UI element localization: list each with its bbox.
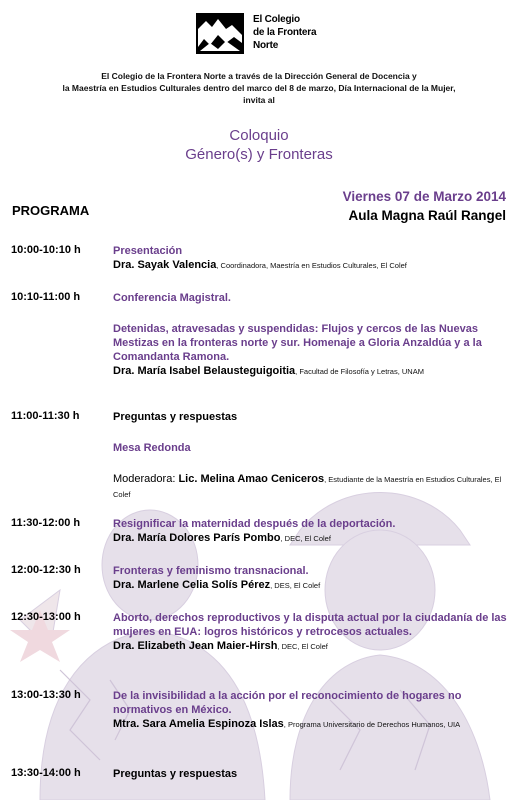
speaker-affiliation: , Facultad de Filosofía y Letras, UNAM (295, 367, 424, 376)
speaker-affiliation: , DES, El Colef (270, 581, 321, 590)
speaker-name: Dra. María Isabel Belausteguigoitia (113, 365, 296, 377)
event-date: Viernes 07 de Marzo 2014 (342, 189, 506, 204)
entry-title: Resignificar la maternidad después de la deportación. (113, 518, 396, 530)
program-entry (113, 564, 509, 593)
speaker-name: Dra. Sayak Valencia (113, 259, 217, 271)
speaker-affiliation: , DEC, El Colef (280, 534, 331, 543)
time-slot: 10:00-10:10 h (11, 244, 81, 256)
time-slot: 12:30-13:00 h (11, 611, 81, 623)
event-title (0, 126, 518, 164)
time-slot: 11:30-12:00 h (11, 517, 81, 529)
moderator-name: Lic. Melina Amao Ceniceros (178, 473, 325, 485)
program-entry (113, 291, 509, 305)
entry-title: Aborto, derechos reproductivos y la disputa actual por la ciudadanía de las mujeres en EUA: logros históricos y retrocesos actuales. (113, 612, 507, 638)
speaker-name: Dra. María Dolores París Pombo (113, 532, 281, 544)
event-place: Aula Magna Raúl Rangel (348, 208, 506, 223)
invitation-text (0, 70, 518, 106)
logo-line-1: El Colegio (253, 14, 300, 25)
program-entry (113, 689, 509, 732)
program-entry (113, 244, 509, 273)
title-line-2: Género(s) y Fronteras (185, 146, 333, 163)
colef-logo (196, 13, 326, 55)
program-entry (113, 441, 509, 455)
time-slot: 13:30-14:00 h (11, 767, 81, 779)
time-slot: 11:00-11:30 h (11, 410, 80, 422)
moderator-affiliation: , Estudiante de la Maestría en Estudios Culturales, El Colef (113, 475, 502, 499)
moderator-label: Moderadora: (113, 473, 179, 485)
entry-title: Preguntas y respuestas (113, 411, 238, 423)
mesa-title: Mesa Redonda (113, 442, 191, 454)
logo-line-2: de la Frontera (253, 27, 317, 38)
program-entry (113, 611, 509, 654)
intro-line-2: la Maestría en Estudios Culturales dentro del marco del 8 de marzo, Día Internacional de la Mujer, (62, 83, 456, 93)
logo-line-3: Norte (253, 40, 279, 51)
speaker-affiliation: , Coordinadora, Maestría en Estudios Culturales, El Colef (216, 261, 407, 270)
program-heading: PROGRAMA (12, 203, 90, 218)
entry-title: Presentación (113, 245, 183, 257)
program-entry (113, 517, 509, 546)
speaker-name: Dra. Elizabeth Jean Maier-Hirsh (113, 640, 278, 652)
program-entry (113, 767, 509, 781)
entry-title: Preguntas y respuestas (113, 768, 238, 780)
speaker-affiliation: , Programa Universitario de Derechos Humanos, UIA (283, 720, 461, 729)
intro-line-3: invita al (243, 95, 275, 105)
program-entry (113, 322, 509, 379)
talk-title: Detenidas, atravesadas y suspendidas: Flujos y cercos de las Nuevas Mestizas en la fronteras norte y sur. Homenaje a Gloria Anzaldúa y a la Comandanta Ramona. (113, 323, 482, 363)
speaker-name: Mtra. Sara Amelia Espinoza Islas (113, 718, 284, 730)
mountain-border-logo-icon (196, 13, 244, 54)
program-entry (113, 472, 509, 502)
entry-title: Conferencia Magistral. (113, 292, 231, 304)
time-slot: 10:10-11:00 h (11, 291, 81, 303)
title-line-1: Coloquio (229, 127, 289, 144)
time-slot: 12:00-12:30 h (11, 564, 81, 576)
speaker-affiliation: , DEC, El Colef (277, 642, 328, 651)
program-entry (113, 410, 509, 424)
entry-title: Fronteras y feminismo transnacional. (113, 565, 309, 577)
entry-title: De la invisibilidad a la acción por el reconocimiento de hogares no normativos en México. (113, 690, 462, 716)
time-slot: 13:00-13:30 h (11, 689, 81, 701)
intro-line-1: El Colegio de la Frontera Norte a través de la Dirección General de Docencia y (101, 71, 417, 81)
speaker-name: Dra. Marlene Celia Solís Pérez (113, 579, 271, 591)
